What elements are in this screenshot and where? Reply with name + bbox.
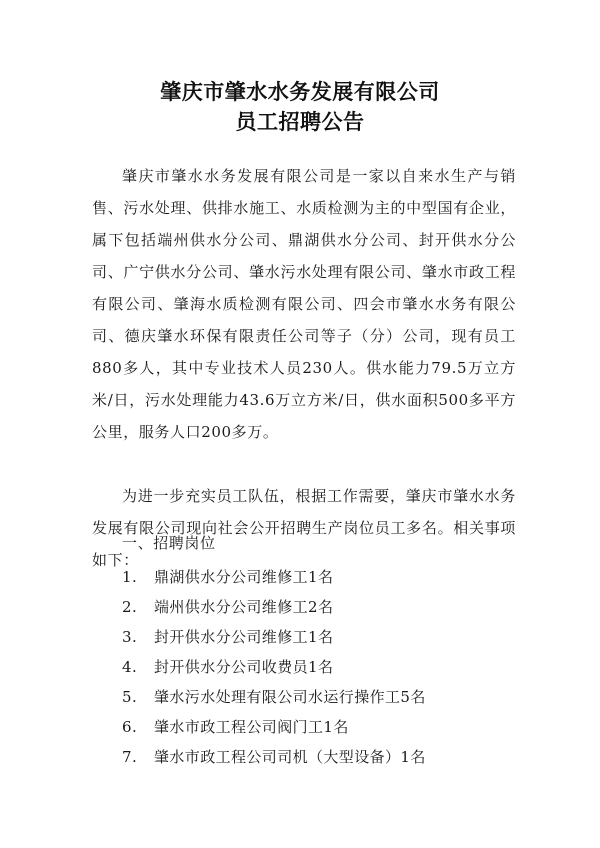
list-item [122, 652, 426, 682]
list-item-text: 肇水市政工程公司阀门工1名 [154, 718, 349, 736]
list-item [122, 742, 426, 772]
document-title-company: 肇庆市肇水水务发展有限公司 [160, 80, 440, 104]
recruitment-intro-paragraph: 为进一步充实员工队伍，根据工作需要，肇庆市肇水水务发展有限公司现向社会公开招聘生产岗位员工多名。相关事项如下： [92, 487, 516, 569]
list-item-text: 肇水市政工程公司司机（大型设备）1名 [154, 748, 426, 766]
list-item [122, 712, 426, 742]
list-item-number: 6. [122, 718, 138, 736]
list-item-number: 4. [122, 658, 138, 676]
company-intro-paragraph: 肇庆市肇水水务发展有限公司是一家以自来水生产与销售、污水处理、供排水施工、水质检测为主的中型国有企业，属下包括端州供水分公司、鼎湖供水分公司、封开供水分公司、广宁供水分公司、肇水污水处理有限公司、肇水市政工程有限公司、肇海水质检测有限公司、四会市肇水水务有限公司、德庆肇水环保有限责任公司等子（分）公司，现有员工880多人，其中专业技术人员230人。供水能力79.5万立方米/日，污水处理能力43.6万立方米/日，供水面积500多平方公里，服务人口200多万。 [92, 167, 516, 441]
list-item [122, 562, 426, 592]
list-item-text: 端州供水分公司维修工2名 [154, 598, 334, 616]
list-item-number: 1. [122, 568, 138, 586]
list-item-text: 鼎湖供水分公司维修工1名 [154, 568, 334, 586]
list-item-number: 7. [122, 748, 138, 766]
list-item [122, 622, 426, 652]
list-item-number: 5. [122, 688, 138, 706]
section-heading-positions: 一、招聘岗位 [122, 534, 216, 552]
document-title-notice: 员工招聘公告 [235, 110, 365, 134]
positions-list [122, 562, 426, 772]
list-item [122, 682, 426, 712]
list-item-number: 2. [122, 598, 138, 616]
list-item-text: 封开供水分公司维修工1名 [154, 628, 334, 646]
list-item-text: 封开供水分公司收费员1名 [154, 658, 334, 676]
list-item-number: 3. [122, 628, 138, 646]
list-item [122, 592, 426, 622]
list-item-text: 肇水污水处理有限公司水运行操作工5名 [154, 688, 426, 706]
